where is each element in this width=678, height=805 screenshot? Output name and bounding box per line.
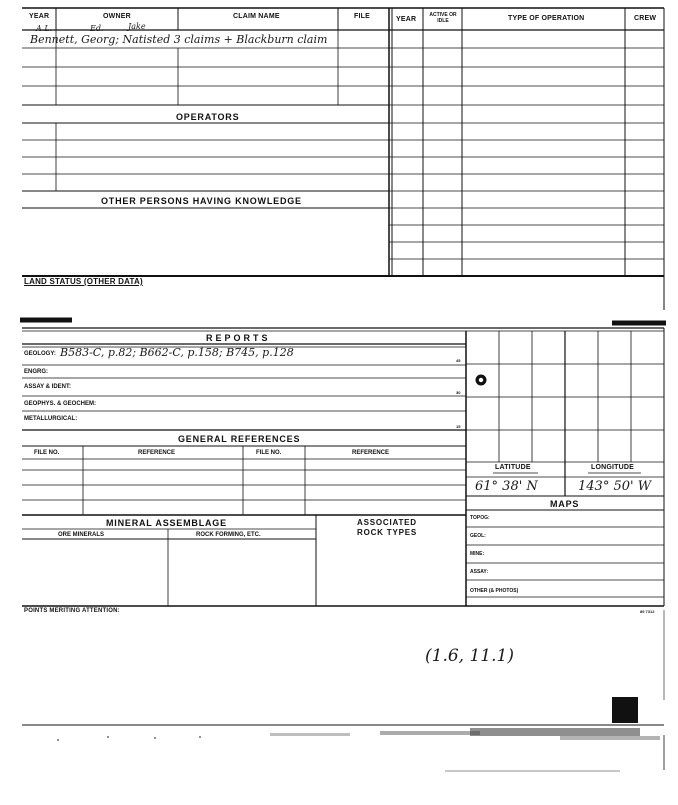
entry-text: Bennett, Georg; Natisted 3 claims + Blackburn claim [30,33,328,46]
entry-owner-line2: Jake [128,22,146,31]
entry-year: A.L. [36,24,53,33]
maps-label: MAPS [550,499,580,509]
latitude-value: 61° 38' N [475,479,538,494]
mineral-assemblage-title: MINERAL ASSEMBLAGE [106,518,227,528]
geology-code: 45 [456,358,461,363]
header-claim-name: CLAIM NAME [233,13,280,20]
latitude-label: LATITUDE [495,464,531,471]
header-file: FILE [354,13,370,20]
general-references-title: GENERAL REFERENCES [178,434,301,444]
geology-label: GEOLOGY: [24,351,56,357]
entry-owner-line1: Ed. [90,24,104,33]
longitude-value: 143° 50' W [578,479,652,494]
metallurgical-code: 15 [456,424,461,429]
header-owner: OWNER [103,13,131,20]
maps-assay: ASSAY: [470,569,489,575]
form-number: 89 7312 [640,609,655,614]
rock-types-label: ROCK TYPES [357,528,418,537]
header-type-of-operation: TYPE OF OPERATION [508,15,585,22]
ore-minerals-label: ORE MINERALS [58,532,105,538]
maps-geol: GEOL: [470,533,486,539]
assay-code: 30 [456,390,461,395]
gen-ref-col-file-no-2: FILE NO. [256,450,282,456]
gen-ref-col-reference-2: REFERENCE [352,450,390,456]
gen-ref-col-reference-1: REFERENCE [138,450,176,456]
metallurgical-label: METALLURGICAL: [24,416,78,422]
header-year: YEAR [29,13,50,20]
operators-label: OPERATORS [176,112,240,122]
header-crew: CREW [634,15,657,22]
engrg-label: ENGRG: [24,369,48,375]
maps-topog: TOPOG: [470,515,490,521]
maps-other: OTHER (& PHOTOS) [470,588,519,594]
other-persons-label: OTHER PERSONS HAVING KNOWLEDGE [101,196,302,206]
longitude-label: LONGITUDE [591,464,635,471]
header-active-or-idle: ACTIVE OR IDLE [429,12,457,24]
geology-value: B583-C, p.82; B662-C, p.158; B745, p.128 [60,346,294,359]
assay-ident-label: ASSAY & IDENT: [24,384,72,390]
header-year-2: YEAR [396,16,417,23]
gen-ref-col-file-no-1: FILE NO. [34,450,60,456]
associated-label: ASSOCIATED [357,518,417,527]
rock-forming-label: ROCK FORMING, ETC. [196,532,261,538]
points-meriting-attention-label: POINTS MERITING ATTENTION: [24,608,120,614]
reports-title: REPORTS [206,333,271,343]
maps-mine: MINE: [470,551,485,557]
geophys-label: GEOPHYS. & GEOCHEM: [24,401,97,407]
land-status-label: LAND STATUS (OTHER DATA) [24,277,143,286]
handwritten-note: (1.6, 11.1) [425,646,514,666]
